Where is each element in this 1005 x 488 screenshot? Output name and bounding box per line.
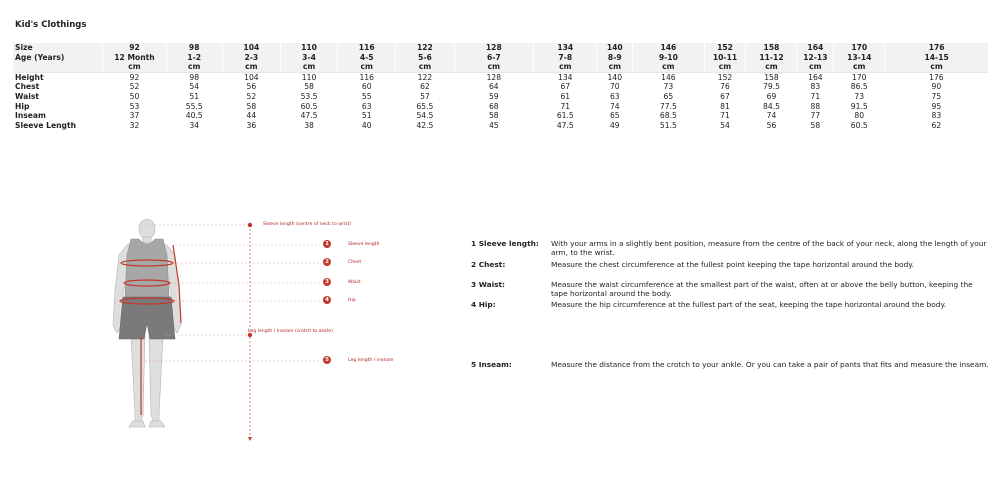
instruction-waist-key: 3 Waist: xyxy=(471,280,506,289)
table-cell: 1-2 xyxy=(166,53,222,63)
table-cell: 65.5 xyxy=(396,102,454,112)
table-cell: 110 xyxy=(280,43,337,53)
arrow-top-dot xyxy=(248,223,252,227)
sleeve-length-guide-label: Sleeve length (centre of neck to wrist) xyxy=(263,222,352,227)
table-cell: 86.5 xyxy=(834,82,885,92)
table-cell: 128 xyxy=(454,72,534,82)
table-cell: 76 xyxy=(704,82,746,92)
table-cell: 152 xyxy=(704,43,746,53)
table-cell: 74 xyxy=(746,111,797,121)
table-cell: 68.5 xyxy=(633,111,704,121)
instruction-inseam-key: 5 Inseam: xyxy=(471,360,512,369)
table-cell: 140 xyxy=(597,72,633,82)
marker-3-label: Waist xyxy=(348,280,361,285)
table-cell: 90 xyxy=(885,82,988,92)
table-cell: 6-7 xyxy=(454,53,534,63)
table-cell: 98 xyxy=(166,43,222,53)
table-cell: 3-4 xyxy=(280,53,337,63)
table-cell: 9-10 xyxy=(633,53,704,63)
marker-2-badge: 2 xyxy=(323,258,331,266)
instruction-inseam xyxy=(471,360,991,380)
row-label: Waist xyxy=(13,92,103,102)
table-cell: 60.5 xyxy=(834,121,885,131)
table-cell: 68 xyxy=(454,102,534,112)
table-row xyxy=(13,62,988,72)
table-cell: 10-11 xyxy=(704,53,746,63)
table-row xyxy=(13,43,988,53)
table-cell: 5-6 xyxy=(396,53,454,63)
table-cell: 81 xyxy=(704,102,746,112)
table-cell: 170 xyxy=(834,43,885,53)
table-cell: 53.5 xyxy=(280,92,337,102)
table-cell: 65 xyxy=(597,111,633,121)
marker-4-label: Hip xyxy=(348,298,356,303)
marker-1-badge: 1 xyxy=(323,240,331,248)
table-cell: 7-8 xyxy=(534,53,597,63)
instruction-sleeve-text: With your arms in a slightly bent position, measure from the centre of the back of your neck, along the length of your arm, to the wrist. xyxy=(551,239,987,258)
table-cell: 56 xyxy=(746,121,797,131)
table-cell: cm xyxy=(633,62,704,72)
table-cell: 176 xyxy=(885,72,988,82)
table-cell: 110 xyxy=(280,72,337,82)
table-cell: 122 xyxy=(396,72,454,82)
table-cell: 134 xyxy=(534,43,597,53)
table-cell: cm xyxy=(280,62,337,72)
table-cell: 170 xyxy=(834,72,885,82)
marker-2-label: Chest xyxy=(348,260,362,265)
instruction-chest xyxy=(471,260,991,272)
table-cell: 55.5 xyxy=(166,102,222,112)
table-cell: 79.5 xyxy=(746,82,797,92)
table-cell: 11-12 xyxy=(746,53,797,63)
table-cell: 122 xyxy=(396,43,454,53)
table-cell: 52 xyxy=(222,92,280,102)
table-cell: 176 xyxy=(885,43,988,53)
row-label xyxy=(13,62,103,72)
table-cell: 50 xyxy=(103,92,166,102)
table-cell: cm xyxy=(454,62,534,72)
table-cell: 55 xyxy=(338,92,396,102)
row-label: Size xyxy=(13,43,103,53)
table-cell: 80 xyxy=(834,111,885,121)
instruction-inseam-text: Measure the distance from the crotch to your ankle. Or you can take a pair of pants that fits and measure the inseam. xyxy=(551,360,989,369)
table-cell: 59 xyxy=(454,92,534,102)
table-cell: 13-14 xyxy=(834,53,885,63)
table-cell: 104 xyxy=(222,72,280,82)
table-cell: 116 xyxy=(338,72,396,82)
table-cell: 54 xyxy=(166,82,222,92)
table-cell: 104 xyxy=(222,43,280,53)
table-cell: 54 xyxy=(704,121,746,131)
instruction-waist-text: Measure the waist circumference at the smallest part of the waist, often at or above the belly button, keeping the tape horizontal around the body. xyxy=(551,280,973,299)
table-cell: cm xyxy=(166,62,222,72)
table-cell: 71 xyxy=(797,92,834,102)
table-cell: 83 xyxy=(885,111,988,121)
table-cell: cm xyxy=(534,62,597,72)
table-cell: 88 xyxy=(797,102,834,112)
table-cell: 84.5 xyxy=(746,102,797,112)
table-cell: 75 xyxy=(885,92,988,102)
instruction-sleeve-key: 1 Sleeve length: xyxy=(471,239,539,248)
marker-5-label: Leg length / inseam xyxy=(348,358,394,363)
table-cell: 164 xyxy=(797,72,834,82)
table-cell: 40 xyxy=(338,121,396,131)
table-cell: 49 xyxy=(597,121,633,131)
table-cell: 92 xyxy=(103,72,166,82)
table-cell: 63 xyxy=(338,102,396,112)
table-cell: 47.5 xyxy=(280,111,337,121)
row-label: Inseam xyxy=(13,111,103,121)
table-row xyxy=(13,72,988,82)
table-cell: 58 xyxy=(222,102,280,112)
table-cell: 70 xyxy=(597,82,633,92)
table-cell: 67 xyxy=(534,82,597,92)
table-cell: 34 xyxy=(166,121,222,131)
row-label: Sleeve Length xyxy=(13,121,103,131)
table-cell: 83 xyxy=(797,82,834,92)
table-cell: 38 xyxy=(280,121,337,131)
page-title: Kid's Clothings xyxy=(15,20,87,30)
table-cell: cm xyxy=(704,62,746,72)
table-cell: cm xyxy=(597,62,633,72)
table-cell: 45 xyxy=(454,121,534,131)
table-cell: 71 xyxy=(704,111,746,121)
table-cell: 36 xyxy=(222,121,280,131)
table-cell: 63 xyxy=(597,92,633,102)
row-label: Hip xyxy=(13,102,103,112)
table-row xyxy=(13,102,988,112)
table-cell: 58 xyxy=(797,121,834,131)
table-cell: 77 xyxy=(797,111,834,121)
instruction-hip-key: 4 Hip: xyxy=(471,300,496,309)
table-cell: 62 xyxy=(396,82,454,92)
table-cell: 42.5 xyxy=(396,121,454,131)
table-cell: 95 xyxy=(885,102,988,112)
table-cell: 116 xyxy=(338,43,396,53)
row-label: Age (Years) xyxy=(13,53,103,63)
table-cell: 44 xyxy=(222,111,280,121)
table-cell: 140 xyxy=(597,43,633,53)
table-cell: 74 xyxy=(597,102,633,112)
table-cell: 52 xyxy=(103,82,166,92)
marker-1-label: Sleeve length xyxy=(348,242,380,247)
table-cell: 77.5 xyxy=(633,102,704,112)
leg-length-guide-label: Leg length / inseam (crotch to ankle) xyxy=(248,329,333,334)
instruction-sleeve xyxy=(471,239,991,259)
table-cell: 164 xyxy=(797,43,834,53)
table-cell: 98 xyxy=(166,72,222,82)
table-cell: 158 xyxy=(746,72,797,82)
table-cell: 37 xyxy=(103,111,166,121)
table-cell: 51.5 xyxy=(633,121,704,131)
table-cell: 69 xyxy=(746,92,797,102)
table-cell: 73 xyxy=(834,92,885,102)
table-cell: 57 xyxy=(396,92,454,102)
table-cell: cm xyxy=(222,62,280,72)
vest-shape xyxy=(125,239,169,297)
table-cell: 65 xyxy=(633,92,704,102)
instruction-hip-text: Measure the hip circumference at the fullest part of the seat, keeping the tape horizontal around the body. xyxy=(551,300,947,309)
instruction-chest-key: 2 Chest: xyxy=(471,260,506,269)
table-cell: 61.5 xyxy=(534,111,597,121)
instruction-waist xyxy=(471,280,991,300)
table-cell: 8-9 xyxy=(597,53,633,63)
table-cell: 152 xyxy=(704,72,746,82)
table-cell: cm xyxy=(834,62,885,72)
table-cell: cm xyxy=(338,62,396,72)
arrow-down-icon xyxy=(248,437,252,441)
table-cell: 14-15 xyxy=(885,53,988,63)
row-label: Height xyxy=(13,72,103,82)
table-cell: 91.5 xyxy=(834,102,885,112)
table-cell: 2-3 xyxy=(222,53,280,63)
table-cell: cm xyxy=(103,62,166,72)
table-cell: 51 xyxy=(338,111,396,121)
table-cell: 56 xyxy=(222,82,280,92)
table-cell: 92 xyxy=(103,43,166,53)
table-cell: cm xyxy=(797,62,834,72)
table-cell: 134 xyxy=(534,72,597,82)
table-cell: 53 xyxy=(103,102,166,112)
table-cell: 146 xyxy=(633,43,704,53)
row-label: Chest xyxy=(13,82,103,92)
table-cell: 60 xyxy=(338,82,396,92)
table-row xyxy=(13,92,988,102)
table-cell: 51 xyxy=(166,92,222,102)
table-cell: cm xyxy=(885,62,988,72)
table-row xyxy=(13,53,988,63)
table-cell: 12 Month xyxy=(103,53,166,63)
table-cell: 73 xyxy=(633,82,704,92)
table-cell: 158 xyxy=(746,43,797,53)
table-cell: 32 xyxy=(103,121,166,131)
table-cell: 62 xyxy=(885,121,988,131)
table-cell: 60.5 xyxy=(280,102,337,112)
size-chart-table xyxy=(13,43,988,130)
table-cell: 58 xyxy=(280,82,337,92)
table-row xyxy=(13,121,988,131)
table-cell: 4-5 xyxy=(338,53,396,63)
table-cell: 128 xyxy=(454,43,534,53)
instruction-hip xyxy=(471,300,991,312)
table-cell: 146 xyxy=(633,72,704,82)
table-cell: 40.5 xyxy=(166,111,222,121)
table-row xyxy=(13,82,988,92)
measurement-diagram xyxy=(95,215,455,445)
table-cell: 61 xyxy=(534,92,597,102)
table-cell: cm xyxy=(746,62,797,72)
table-cell: 47.5 xyxy=(534,121,597,131)
table-cell: 64 xyxy=(454,82,534,92)
table-cell: cm xyxy=(396,62,454,72)
table-cell: 58 xyxy=(454,111,534,121)
table-row xyxy=(13,111,988,121)
marker-3-badge: 3 xyxy=(323,278,331,286)
table-cell: 12-13 xyxy=(797,53,834,63)
marker-4-badge: 4 xyxy=(323,296,331,304)
table-cell: 67 xyxy=(704,92,746,102)
marker-5-badge: 5 xyxy=(323,356,331,364)
table-cell: 54.5 xyxy=(396,111,454,121)
table-cell: 71 xyxy=(534,102,597,112)
instruction-chest-text: Measure the chest circumference at the fullest point keeping the tape horizontal around the body. xyxy=(551,260,914,269)
